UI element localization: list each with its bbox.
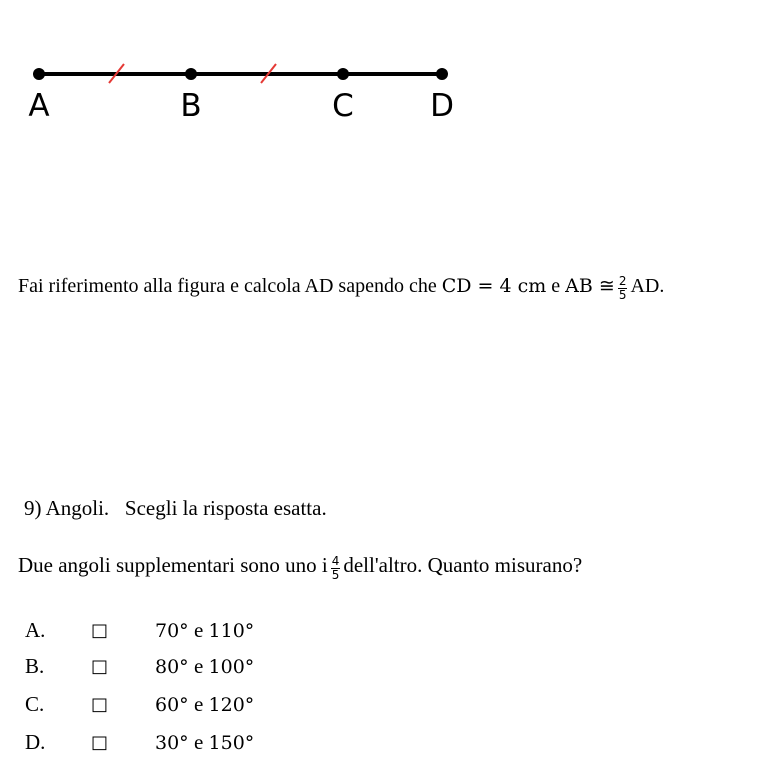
point-a [33,68,45,80]
point-b [185,68,197,80]
problem8-text-before: Fai riferimento alla figura e calcola AD sapendo che [18,275,437,298]
option-text [155,730,254,755]
angle-1: 80° [155,656,189,678]
angle-2: 110° [208,620,255,642]
label-d: D [430,88,454,124]
checkbox-icon[interactable]: □ [91,656,109,677]
ab-expression: AB ≅ [565,275,615,298]
question-text-after: dell'altro. Quanto misurano? [343,553,583,577]
checkbox-icon[interactable]: □ [91,732,109,753]
fraction-four-fifths [331,555,341,582]
point-c [337,68,349,80]
problem8-conj: e [551,275,561,298]
angle-2: 150° [208,732,255,754]
checkbox-icon[interactable]: □ [91,694,109,715]
option-letter: A. [25,618,46,642]
checkbox-icon[interactable]: □ [91,620,109,641]
angle-1: 60° [155,694,189,716]
label-a: A [28,88,50,124]
fraction-denominator: 5 [618,288,627,302]
fraction-denominator: 5 [331,567,340,582]
option-conj: e [193,618,204,642]
option-conj: e [193,654,204,678]
angle-1: 70° [155,620,189,642]
option-text [155,618,254,643]
option-letter: C. [25,692,45,716]
cd-expression: CD = 4 cm [441,275,547,298]
option-a[interactable] [25,618,425,648]
fraction-two-fifths [618,275,628,302]
segment-figure [0,0,770,140]
problem9-question [18,553,582,581]
question-text-before: Due angoli supplementari sono uno i [18,553,328,577]
angle-2: 100° [208,656,255,678]
option-text [155,654,254,679]
problem8-statement [18,274,664,301]
label-c: C [332,88,354,124]
label-b: B [180,88,202,124]
problem9-heading: 9) Angoli. Scegli la risposta esatta. [24,496,327,520]
option-conj: e [193,730,204,754]
option-letter: D. [25,730,46,754]
option-conj: e [193,692,204,716]
problem8-text-after: AD. [630,275,665,298]
option-text [155,692,254,717]
option-c[interactable] [25,692,425,722]
angle-1: 30° [155,732,189,754]
option-letter: B. [25,654,45,678]
fraction-numerator: 2 [618,274,627,288]
option-b[interactable] [25,654,425,684]
fraction-numerator: 4 [331,553,340,568]
angle-2: 120° [208,694,255,716]
option-d[interactable] [25,730,425,760]
point-d [436,68,448,80]
